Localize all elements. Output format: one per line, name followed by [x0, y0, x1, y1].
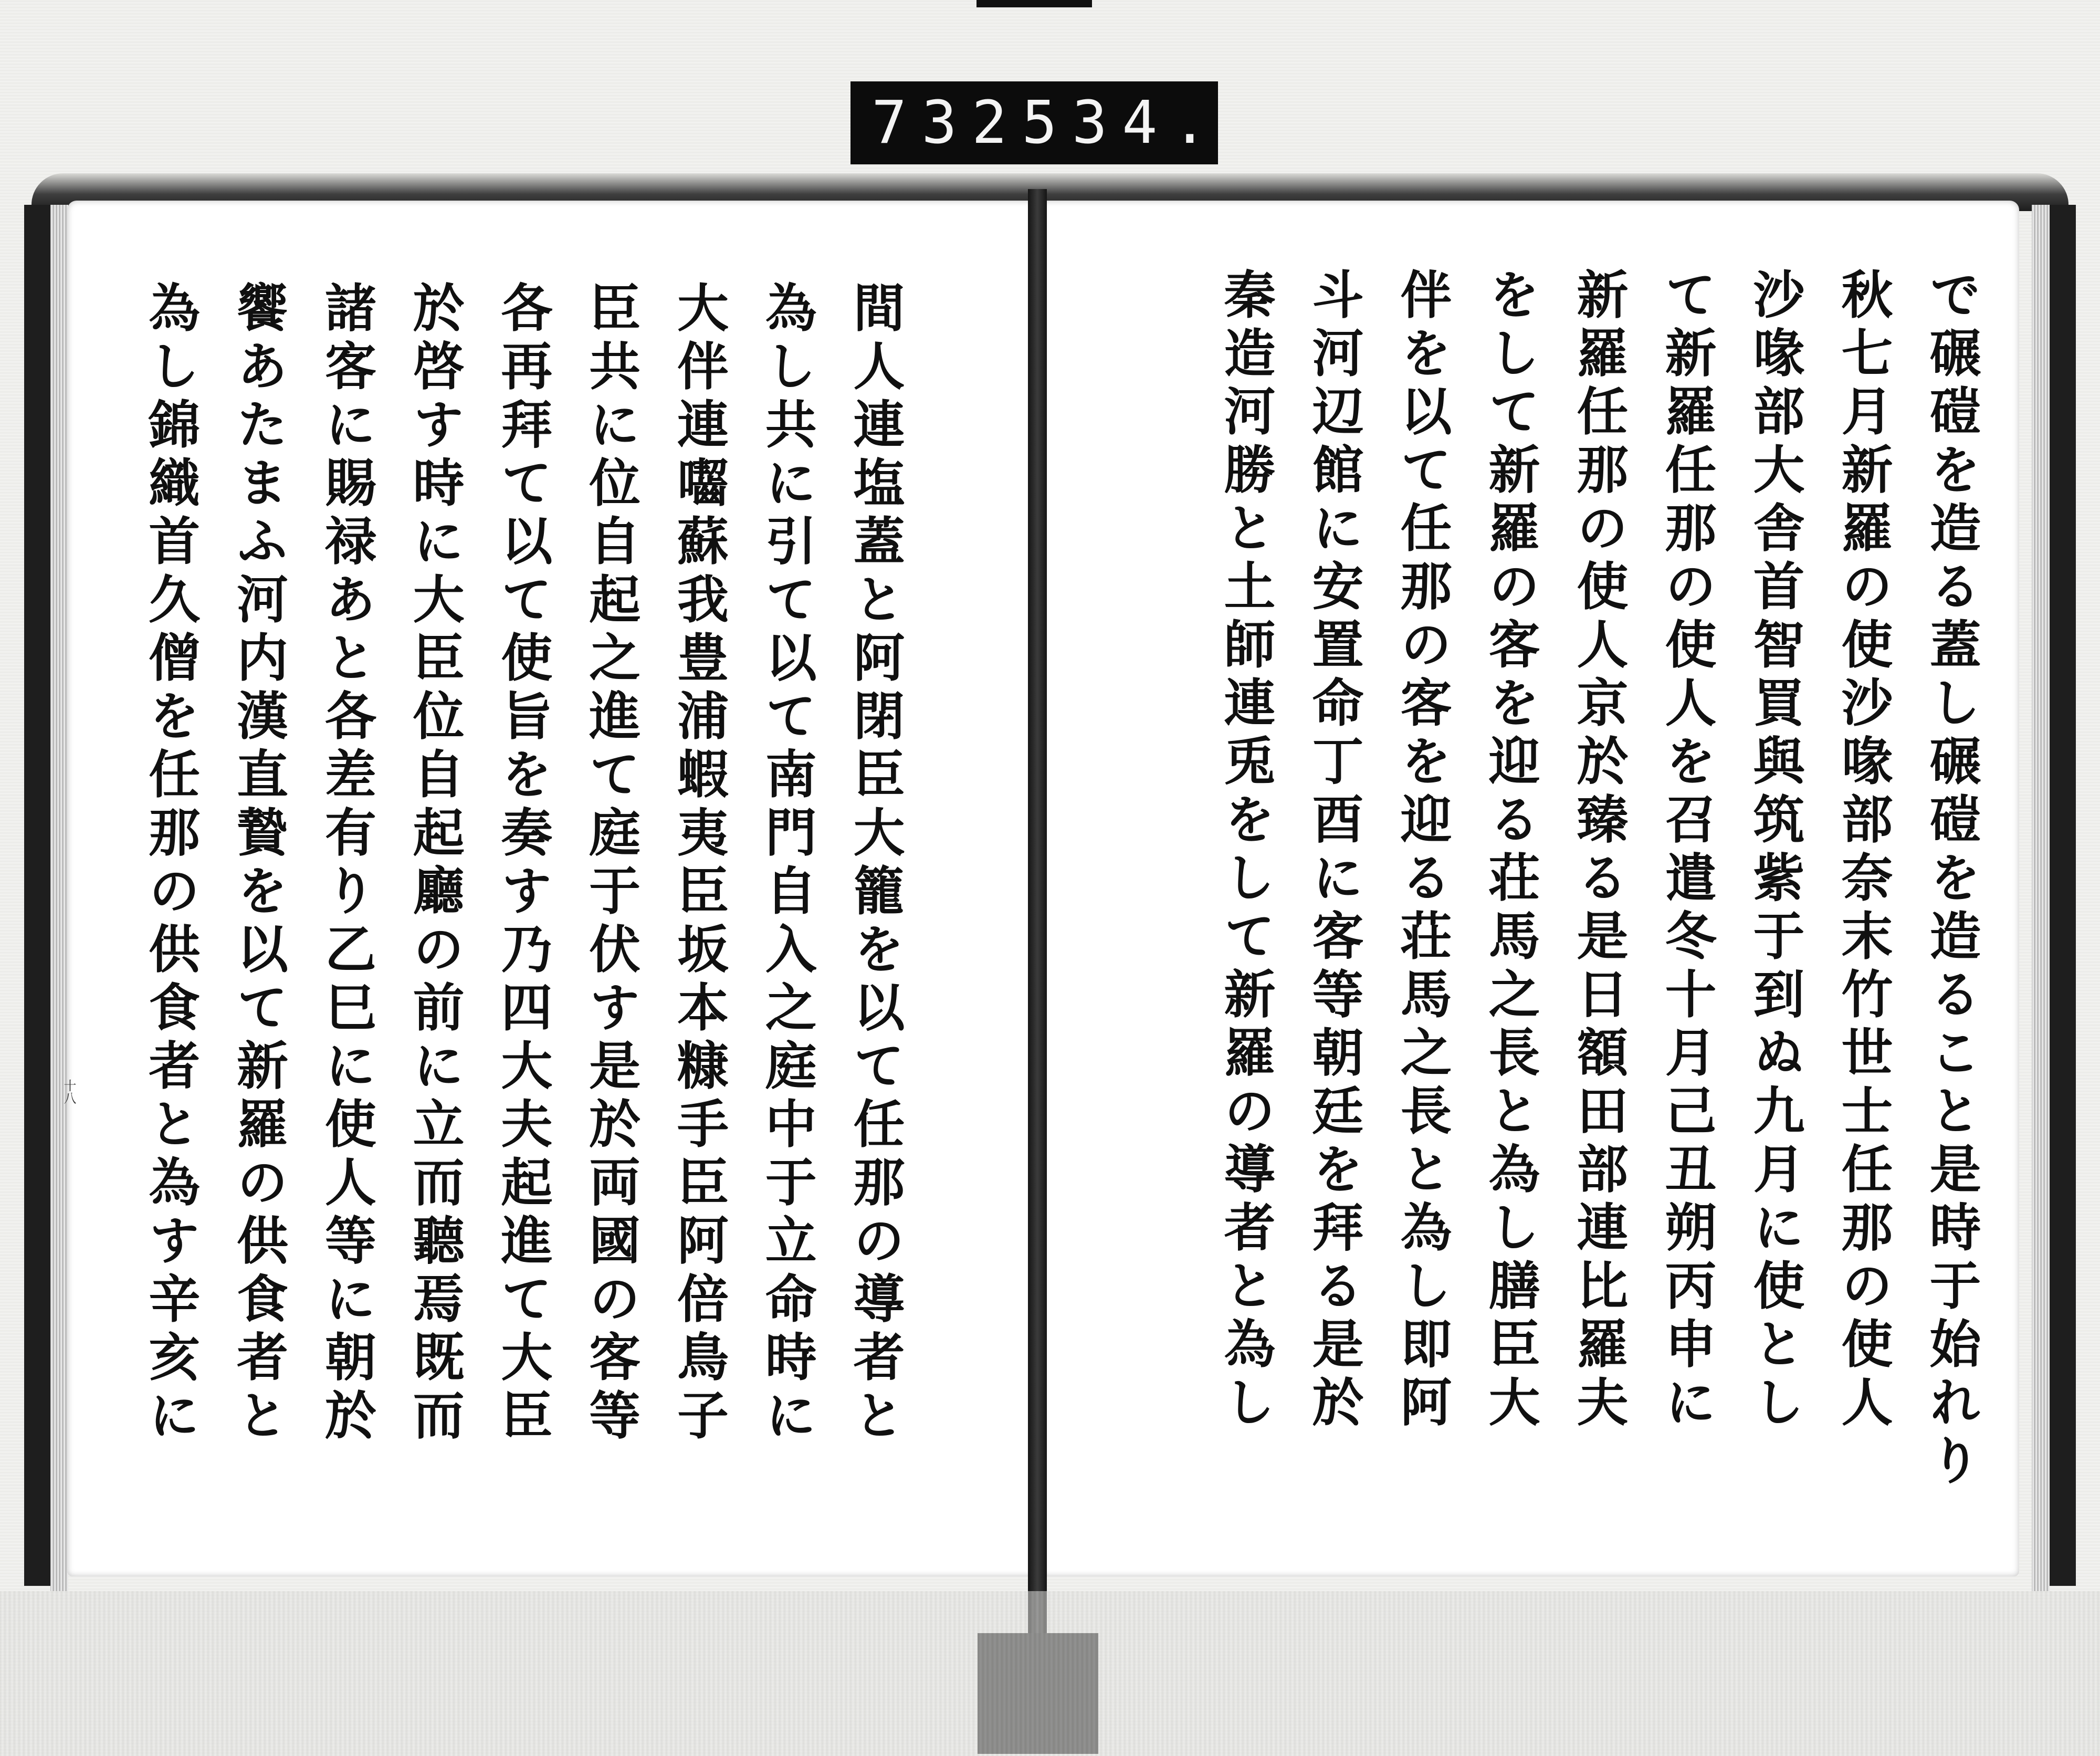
- right-cover-edge: [2048, 205, 2076, 1586]
- right-page-stack: [2032, 205, 2050, 1591]
- text-line: 饗あたまふ河内漢直贄を以て新羅の供食者と: [228, 281, 289, 1447]
- text-line: 諸客に賜禄あと各差有り乙巳に使人等に朝於: [316, 281, 377, 1447]
- text-line: 各再拜て以て使旨を奏す乃四大夫起進て大臣: [492, 281, 553, 1447]
- text-line: 秋七月新羅の使沙喙部奈末竹世士任那の使人: [1833, 268, 1893, 1434]
- frame-number: 534.: [1022, 89, 1223, 157]
- left-page-text: [108, 281, 905, 1447]
- text-line: で碾磑を造る蓋し碾磑を造ること是時于始れり: [1921, 268, 1981, 1492]
- text-line: 伴を以て任那の客を迎る荘馬之長と為し即阿: [1392, 268, 1452, 1434]
- text-line: 大伴連囓蘇我豊浦蝦夷臣坂本糠手臣阿倍鳥子: [668, 281, 729, 1447]
- text-line: 沙喙部大舎首智買與筑紫于到ぬ九月に使とし: [1745, 268, 1805, 1434]
- text-line: 為し錦織首久僧を任那の供食者と為す辛亥に: [140, 281, 201, 1447]
- text-line: 為し共に引て以て南門自入之庭中于立命時に: [757, 281, 817, 1447]
- microfilm-frame-label: [850, 81, 1223, 164]
- text-line: 於啓す時に大臣位自起廳の前に立而聽焉既而: [404, 281, 465, 1447]
- text-line: 臣共に位自起之進て庭于伏す是於両國の客等: [580, 281, 641, 1447]
- text-line: をして新羅の客を迎る荘馬之長と為し膳臣大: [1480, 268, 1540, 1434]
- top-edge-mark: [976, 0, 1092, 7]
- left-cover-edge: [24, 205, 52, 1586]
- left-page-stack: [50, 205, 68, 1591]
- text-line: 秦造河勝と土師連兎をして新羅の導者と為し: [1215, 268, 1276, 1434]
- right-page-text: [1173, 268, 1981, 1492]
- text-line: 新羅任那の使人京於臻る是日額田部連比羅夫: [1568, 268, 1629, 1434]
- text-line: 間人連塩蓋と阿閉臣大籠を以て任那の導者と: [845, 281, 905, 1447]
- scan-bottom-noise: [0, 1591, 2100, 1756]
- text-line: て新羅任那の使人を召遣冬十月己丑朔丙申に: [1656, 268, 1717, 1434]
- page-number: 十八: [61, 1079, 76, 1104]
- book-gutter: [1028, 189, 1047, 1754]
- text-line: 斗河辺館に安置命丁酉に客等朝廷を拜る是於: [1304, 268, 1364, 1434]
- reel-number: 732: [872, 89, 1022, 157]
